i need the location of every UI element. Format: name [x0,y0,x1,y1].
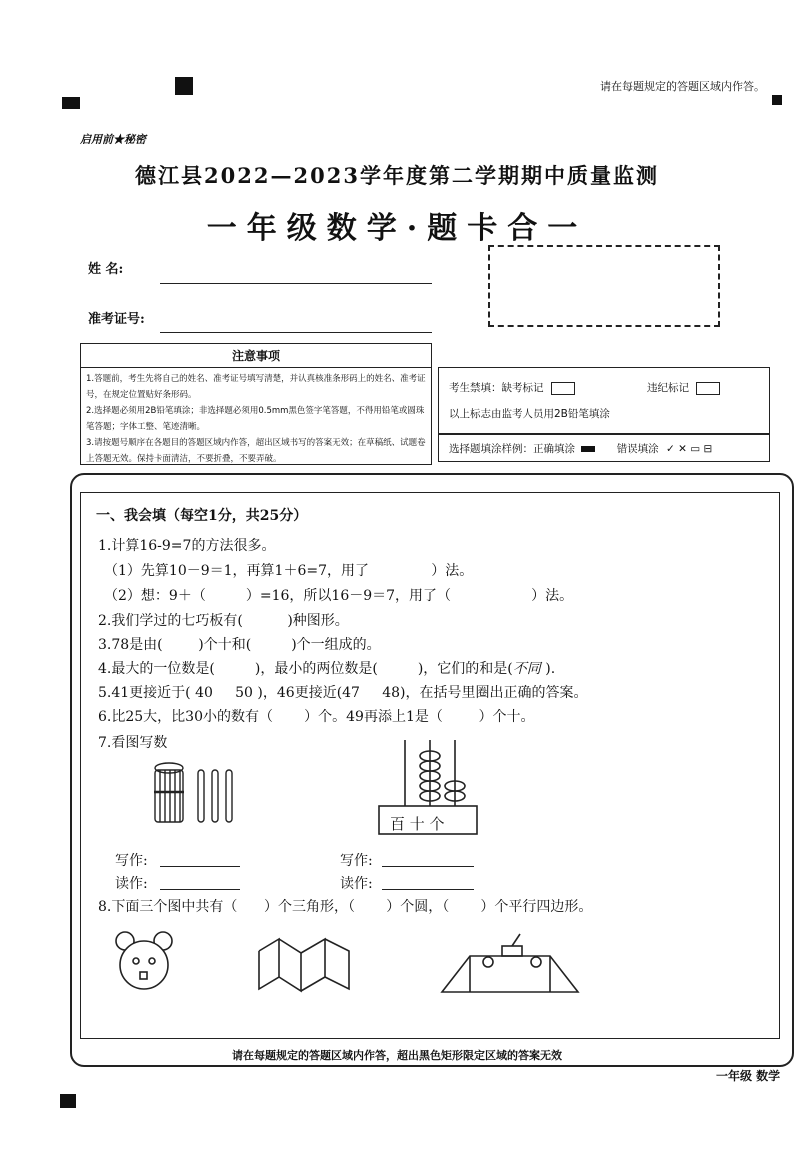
abacus-label: 百 十 个 [390,815,445,833]
exam-box-note: 以上标志由监考人员用2B铅笔填涂 [449,408,610,420]
write-label: 写作: [340,853,373,869]
exam-title: 德江县2022—2023学年度第二学期期中质量监测 [135,163,659,188]
exam-subtitle: 一年级数学·题卡合一 [206,211,588,246]
question-4-end: ). [540,661,556,677]
id-label: 准考证号: [88,312,145,327]
name-field[interactable] [160,283,432,284]
footer-label: 一年级 数学 [716,1069,781,1083]
handwritten-answer: 不同 [512,661,541,677]
question-1b: （2）想：9＋（ ）=16，所以16－9＝7，用了（ ）法。 [104,588,574,604]
name-label: 姓 名: [88,262,124,277]
exam-status-box [438,367,770,434]
wrong-fill-marks: ✓ ✕ ▭ ⊟ [666,443,713,455]
notice-box [80,343,432,465]
registration-mark [62,97,80,109]
write-answer-1[interactable] [160,866,240,867]
fill-example-box [438,434,770,462]
question-2: 2.我们学过的七巧板有( )种图形。 [98,613,349,629]
parallelogram-picture [255,935,355,993]
read-label: 读作: [115,876,148,892]
question-1a: （1）先算10－9＝1，再算1＋6=7，用了 ）法。 [104,563,474,579]
section-title: 一、我会填（每空1分，共25分） [96,508,308,524]
barcode-area [488,245,720,327]
question-5: 5.41更接近于( 40 50 )，46更接近(47 48)，在括号里圈出正确的答案。 [98,685,588,701]
notice-title: 注意事项 [81,344,431,368]
question-7: 7.看图写数 [98,735,168,751]
wrong-fill-label: 错误填涂 [616,443,659,455]
correct-fill-mark [581,446,595,452]
notice-item: 2.选择题必须用2B铅笔填涂；非选择题必须用0.5mm黑色签字笔答题，不得用铅笔或圆珠笔答题；字体工整、笔迹清晰。 [86,406,425,432]
write-answer-2[interactable] [382,866,474,867]
read-label: 读作: [340,876,373,892]
mouse-face-picture [110,927,180,997]
read-answer-1[interactable] [160,889,240,890]
fill-example-label: 选择题填涂样例：正确填涂 [449,443,575,455]
question-4 [98,658,555,678]
secret-label: 启用前★秘密 [80,133,146,146]
question-8: 8.下面三个图中共有（ ）个三角形，（ ）个圆，（ ）个平行四边形。 [98,899,593,915]
registration-mark [175,77,193,95]
read-answer-2[interactable] [382,889,474,890]
violation-label: 违纪标记 [647,382,689,394]
notice-item: 1.答题前，考生先将自己的姓名、准考证号填写清楚，并认真核准条形码上的姓名、准考证号，在规定位置贴好条形码。 [86,374,426,400]
sticks-picture [150,762,250,824]
registration-mark [60,1094,76,1108]
violation-checkbox[interactable] [696,382,720,395]
question-3: 3.78是由( )个十和( )个一组成的。 [98,637,381,653]
absent-checkbox[interactable] [551,382,575,395]
boat-shape-picture [440,930,580,996]
absent-label: 考生禁填：缺考标记 [449,382,544,394]
id-field[interactable] [160,332,432,333]
write-label: 写作: [115,853,148,869]
top-note: 请在每题规定的答题区域内作答。 [600,80,765,93]
registration-mark [772,95,782,105]
question-6: 6.比25大，比30小的数有（ ）个。49再添上1是（ ）个十。 [98,709,535,725]
question-1: 1.计算16-9=7的方法很多。 [98,538,276,554]
question-4-text: 4.最大的一位数是( )，最小的两位数是( )，它们的和是( [98,661,513,677]
notice-item: 3.请按题号顺序在各题目的答题区域内作答，超出区域书写的答案无效；在草稿纸、试题卷上答题无效。保持卡面清洁，不要折叠，不要弄破。 [86,438,426,464]
bottom-note: 请在每题规定的答题区域内作答，超出黑色矩形限定区域的答案无效 [232,1049,562,1062]
